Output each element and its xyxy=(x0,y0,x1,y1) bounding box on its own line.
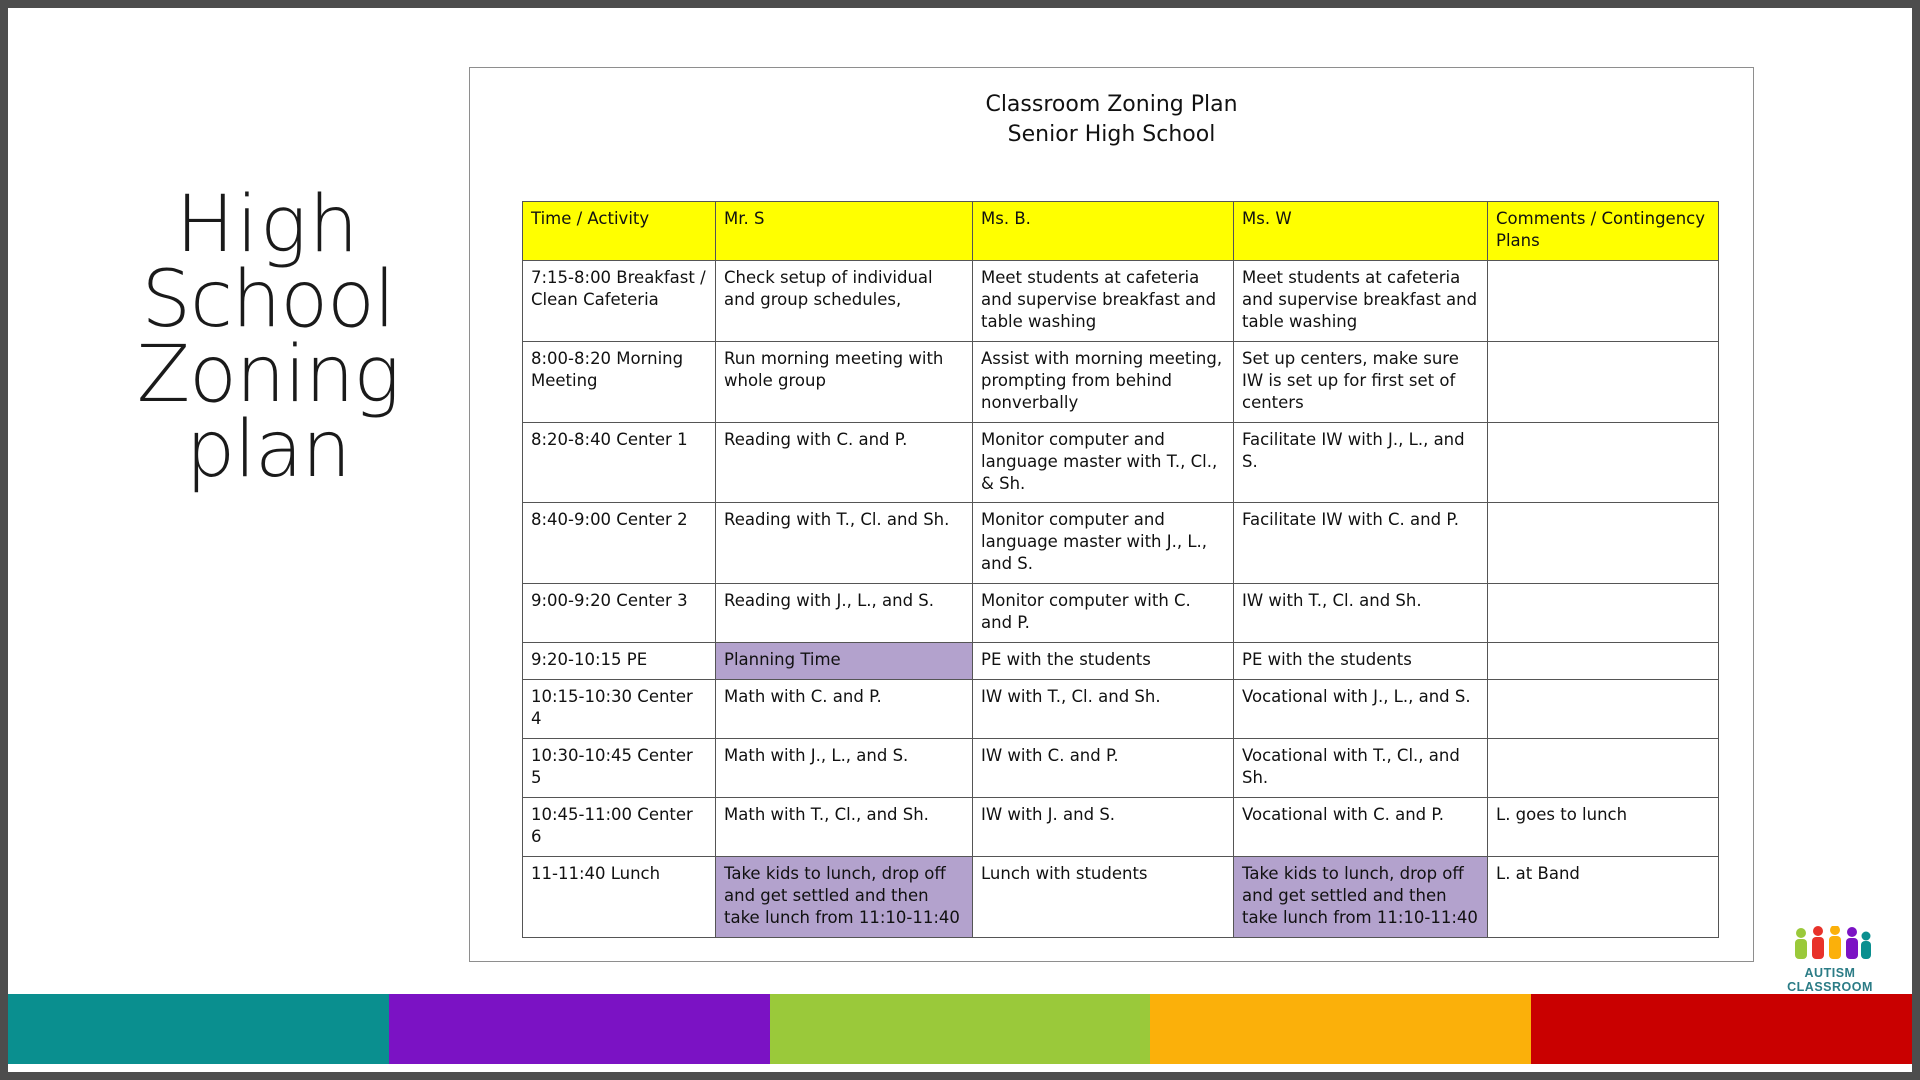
cell-ms-w: IW with T., Cl. and Sh. xyxy=(1234,584,1488,643)
cell-mr-s: Check setup of individual and group schedules, xyxy=(716,261,973,342)
document-heading-line-1: Classroom Zoning Plan xyxy=(985,92,1238,117)
table-row xyxy=(523,680,1719,739)
cell-ms-b: IW with T., Cl. and Sh. xyxy=(973,680,1234,739)
cell-mr-s: Reading with J., L., and S. xyxy=(716,584,973,643)
logo-mark-icon xyxy=(1766,926,1894,966)
table-row xyxy=(523,261,1719,342)
cell-time: 10:30-10:45 Center 5 xyxy=(523,738,716,797)
cell-comments xyxy=(1488,680,1719,739)
cell-ms-w: Vocational with C. and P. xyxy=(1234,797,1488,856)
cell-time: 10:45-11:00 Center 6 xyxy=(523,797,716,856)
column-header-mr-s: Mr. S xyxy=(716,202,973,261)
cell-ms-b: Meet students at cafeteria and supervise breakfast and table washing xyxy=(973,261,1234,342)
slide xyxy=(8,8,1912,1072)
cell-comments xyxy=(1488,422,1719,503)
cell-mr-s: Reading with T., Cl. and Sh. xyxy=(716,503,973,584)
cell-ms-b: Monitor computer and language master with T., Cl., & Sh. xyxy=(973,422,1234,503)
cell-ms-b: Assist with morning meeting, prompting from behind nonverbally xyxy=(973,341,1234,422)
column-header-ms-b: Ms. B. xyxy=(973,202,1234,261)
cell-ms-b: IW with C. and P. xyxy=(973,738,1234,797)
cell-mr-s: Reading with C. and P. xyxy=(716,422,973,503)
cell-time: 10:15-10:30 Center 4 xyxy=(523,680,716,739)
cell-ms-b: Monitor computer and language master with J., L., and S. xyxy=(973,503,1234,584)
cell-time: 11-11:40 Lunch xyxy=(523,856,716,937)
table-row xyxy=(523,584,1719,643)
table-row xyxy=(523,797,1719,856)
cell-comments xyxy=(1488,643,1719,680)
cell-mr-s: Math with C. and P. xyxy=(716,680,973,739)
cell-mr-s: Run morning meeting with whole group xyxy=(716,341,973,422)
cell-ms-w: Set up centers, make sure IW is set up for first set of centers xyxy=(1234,341,1488,422)
cell-time: 7:15-8:00 Breakfast / Clean Cafeteria xyxy=(523,261,716,342)
column-header-time: Time / Activity xyxy=(523,202,716,261)
document-heading xyxy=(470,90,1753,149)
color-bar xyxy=(8,994,1912,1064)
table-row xyxy=(523,422,1719,503)
cell-mr-s: Math with J., L., and S. xyxy=(716,738,973,797)
column-header-ms-w: Ms. W xyxy=(1234,202,1488,261)
table-header-row xyxy=(523,202,1719,261)
page-title-line-4: plan xyxy=(185,404,351,495)
page-title-line-1: High xyxy=(175,180,361,270)
cell-ms-w: Meet students at cafeteria and supervise breakfast and table washing xyxy=(1234,261,1488,342)
zoning-table-body xyxy=(523,261,1719,938)
cell-time: 8:00-8:20 Morning Meeting xyxy=(523,341,716,422)
color-bar-segment-5 xyxy=(1531,994,1912,1064)
color-bar-segment-2 xyxy=(389,994,770,1064)
table-row xyxy=(523,503,1719,584)
logo-name: AUTISM CLASSROOM xyxy=(1787,966,1873,994)
color-bar-segment-3 xyxy=(770,994,1151,1064)
cell-comments xyxy=(1488,503,1719,584)
document-card xyxy=(469,67,1754,962)
cell-ms-w: Vocational with J., L., and S. xyxy=(1234,680,1488,739)
cell-time: 9:00-9:20 Center 3 xyxy=(523,584,716,643)
cell-ms-w: PE with the students xyxy=(1234,643,1488,680)
cell-ms-w: Facilitate IW with J., L., and S. xyxy=(1234,422,1488,503)
cell-comments xyxy=(1488,584,1719,643)
cell-ms-b: IW with J. and S. xyxy=(973,797,1234,856)
page-title xyxy=(88,180,448,495)
cell-mr-s: Planning Time xyxy=(716,643,973,680)
cell-mr-s: Take kids to lunch, drop off and get settled and then take lunch from 11:10-11:40 xyxy=(716,856,973,937)
cell-ms-b: PE with the students xyxy=(973,643,1234,680)
cell-comments xyxy=(1488,738,1719,797)
color-bar-segment-1 xyxy=(8,994,389,1064)
color-bar-segment-4 xyxy=(1150,994,1531,1064)
cell-comments xyxy=(1488,261,1719,342)
cell-comments: L. goes to lunch xyxy=(1488,797,1719,856)
page-title-line-2: School xyxy=(141,254,395,345)
table-row xyxy=(523,738,1719,797)
cell-time: 9:20-10:15 PE xyxy=(523,643,716,680)
table-row xyxy=(523,643,1719,680)
cell-ms-w: Facilitate IW with C. and P. xyxy=(1234,503,1488,584)
cell-time: 8:20-8:40 Center 1 xyxy=(523,422,716,503)
zoning-table xyxy=(522,201,1719,938)
cell-comments: L. at Band xyxy=(1488,856,1719,937)
table-row xyxy=(523,341,1719,422)
table-row xyxy=(523,856,1719,937)
document-heading-line-2: Senior High School xyxy=(1007,121,1216,147)
page-title-line-3: Zoning xyxy=(136,329,400,420)
cell-ms-b: Lunch with students xyxy=(973,856,1234,937)
column-header-comments: Comments / Contingency Plans xyxy=(1488,202,1719,261)
cell-comments xyxy=(1488,341,1719,422)
brand-logo xyxy=(1766,926,1894,1004)
cell-mr-s: Math with T., Cl., and Sh. xyxy=(716,797,973,856)
cell-time: 8:40-9:00 Center 2 xyxy=(523,503,716,584)
cell-ms-b: Monitor computer with C. and P. xyxy=(973,584,1234,643)
cell-ms-w: Vocational with T., Cl., and Sh. xyxy=(1234,738,1488,797)
cell-ms-w: Take kids to lunch, drop off and get settled and then take lunch from 11:10-11:40 xyxy=(1234,856,1488,937)
